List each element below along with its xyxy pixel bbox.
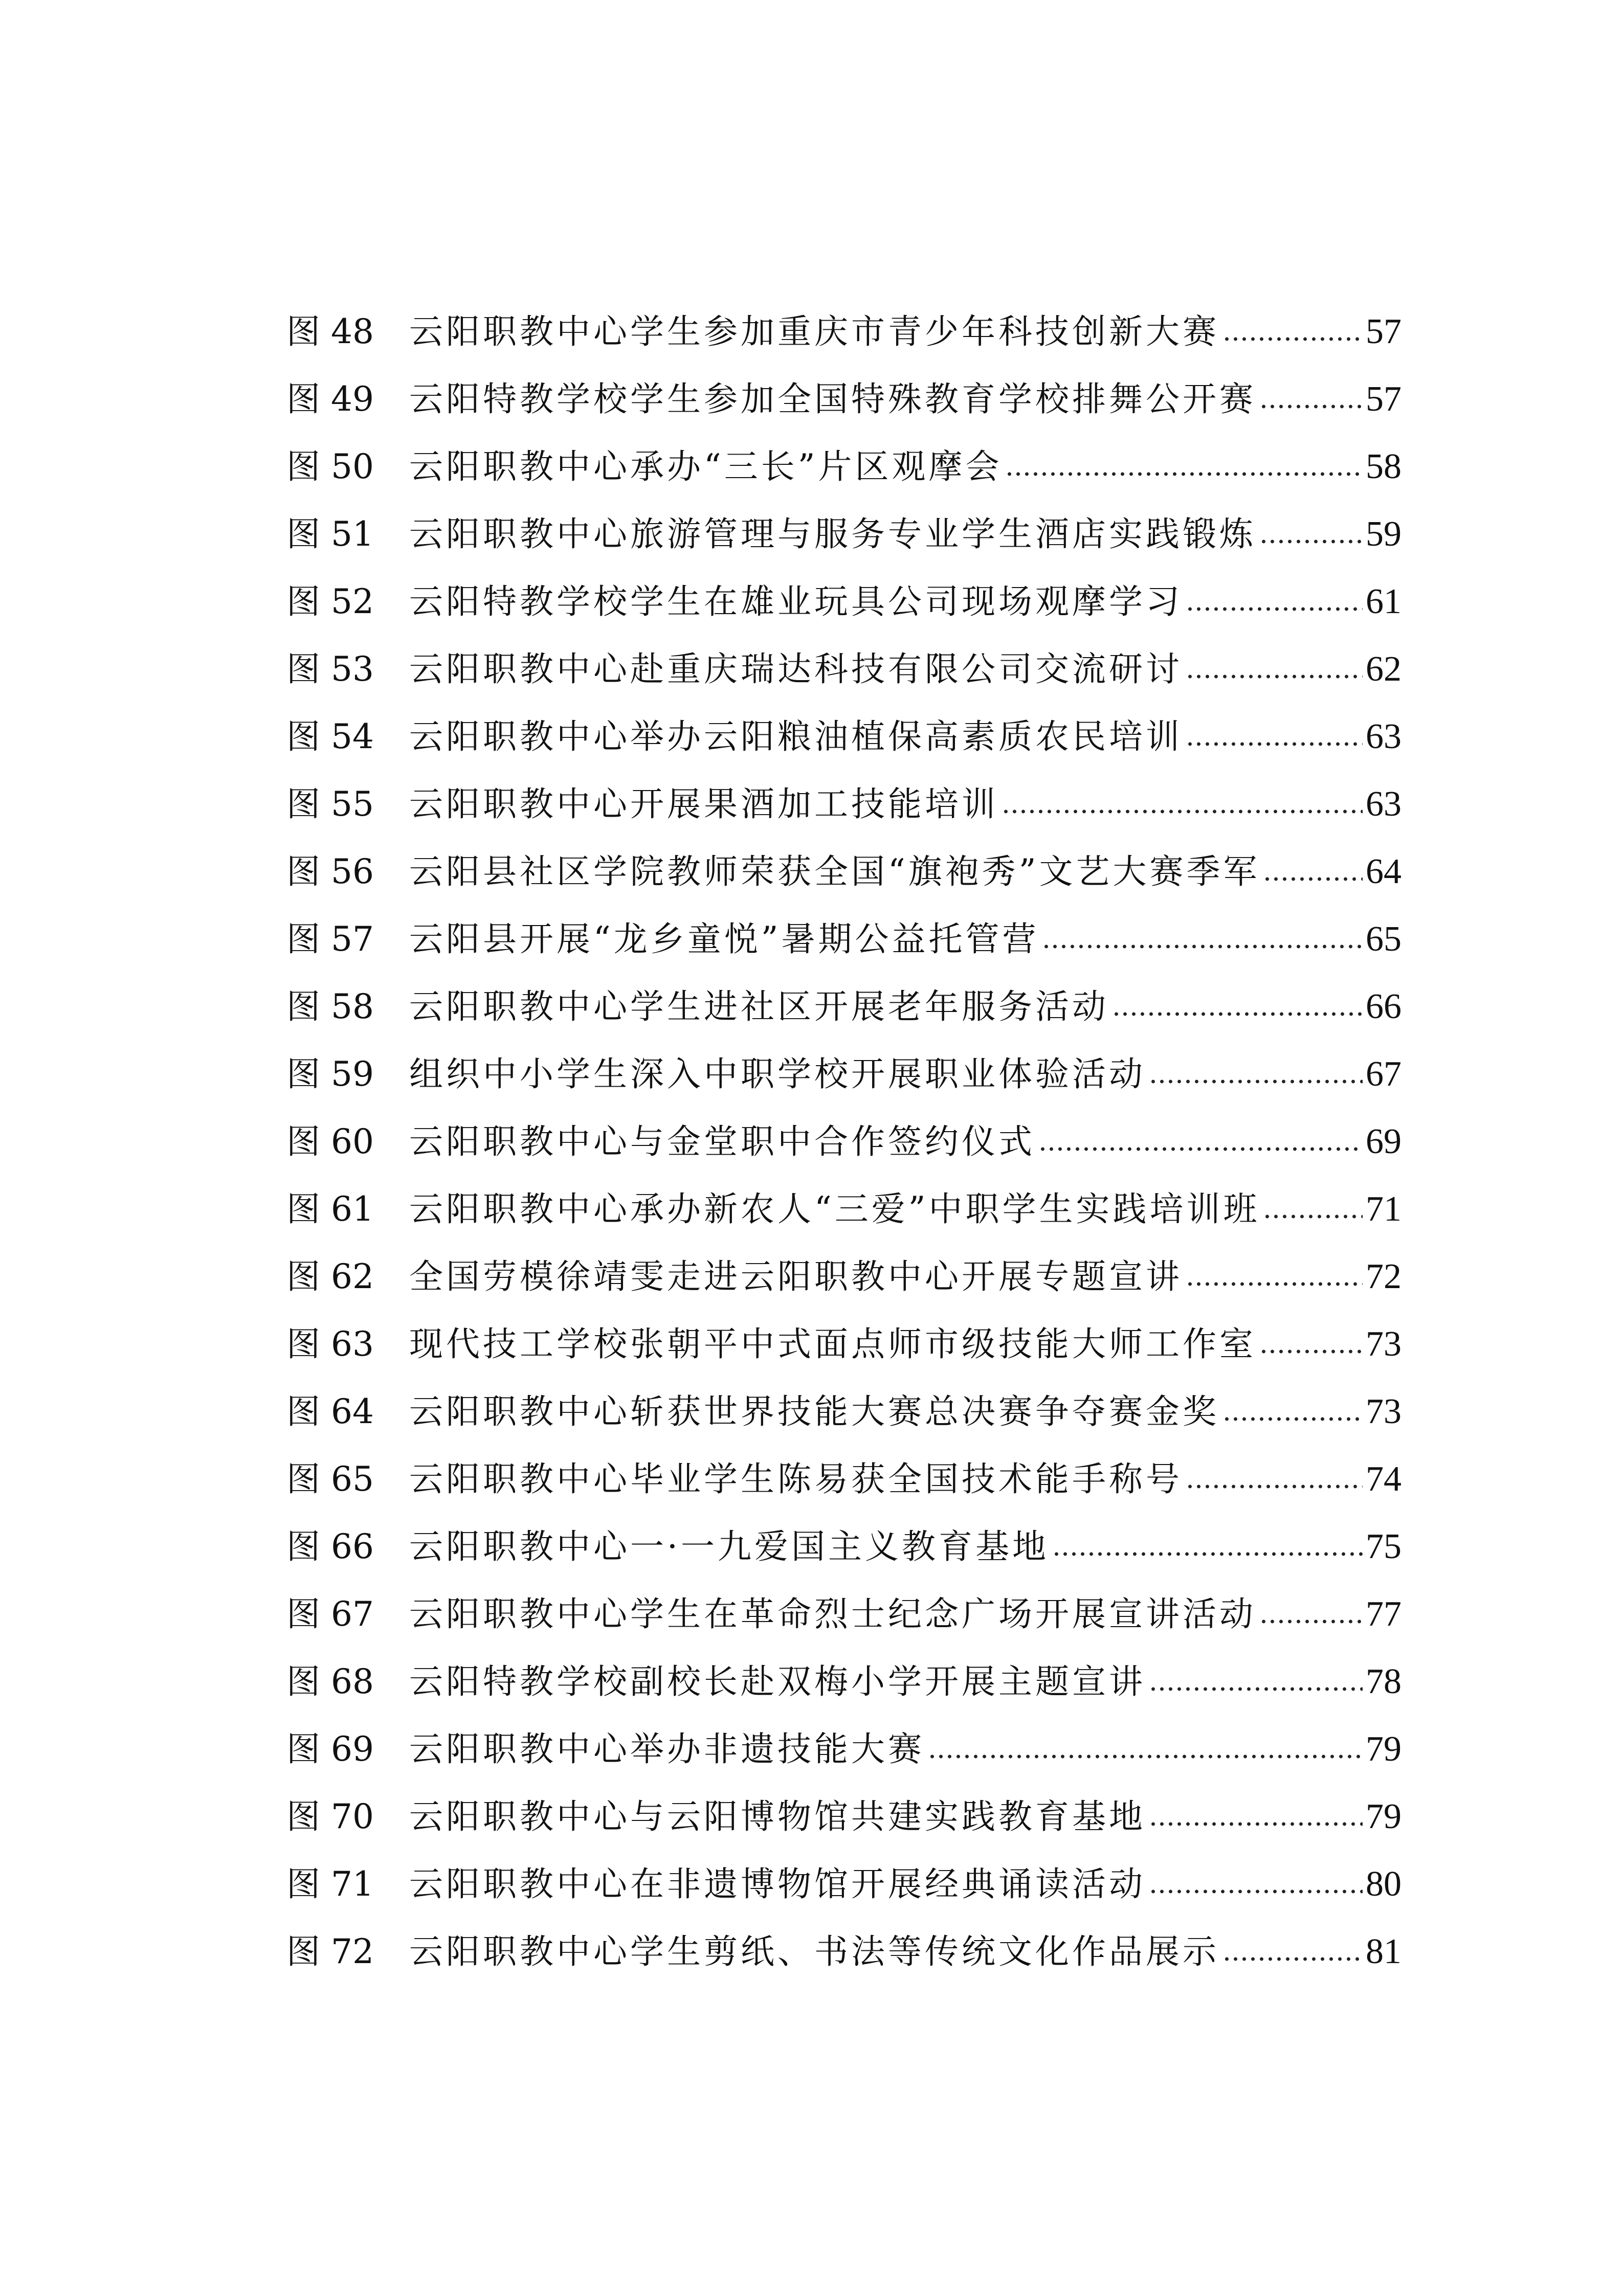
figure-title: 云阳特教学校学生参加全国特殊教育学校排舞公开赛 (409, 379, 1256, 419)
figure-list-entry[interactable] (286, 1648, 1401, 1716)
figure-title: 云阳职教中心毕业学生陈易获全国技术能手称号 (409, 1459, 1183, 1499)
figure-title: 云阳特教学校学生在雄业玩具公司现场观摩学习 (409, 582, 1183, 621)
figure-title: 云阳职教中心承办新农人“三爱”中职学生实践培训班 (409, 1189, 1260, 1229)
page-number: 81 (1366, 1932, 1401, 1971)
figure-label: 图 69 (286, 1729, 374, 1769)
figure-title: 云阳职教中心学生进社区开展老年服务活动 (409, 987, 1109, 1026)
figure-list-entry[interactable] (286, 1513, 1401, 1581)
dot-leader (1042, 943, 1363, 950)
figure-label: 图 62 (286, 1257, 374, 1296)
figure-title: 云阳职教中心旅游管理与服务专业学生酒店实践锻炼 (409, 514, 1256, 554)
figure-title: 云阳职教中心一·一九爱国主义教育基地 (409, 1527, 1049, 1566)
dot-leader (1259, 538, 1363, 545)
dot-leader (1263, 1213, 1363, 1220)
page-number: 65 (1366, 919, 1401, 959)
figure-list-entry[interactable] (286, 366, 1401, 433)
page-number: 80 (1366, 1864, 1401, 1904)
figure-label: 图 70 (286, 1797, 374, 1836)
page-number: 57 (1366, 312, 1401, 351)
dot-leader (1149, 1888, 1363, 1895)
dot-leader (1002, 808, 1363, 815)
dot-leader (1259, 403, 1363, 410)
figure-label: 图 49 (286, 379, 374, 419)
figure-title: 云阳职教中心举办非遗技能大赛 (409, 1729, 925, 1769)
figure-label: 图 63 (286, 1324, 374, 1364)
page-number: 75 (1366, 1527, 1401, 1566)
figure-list-entry[interactable] (286, 298, 1401, 366)
figure-list-entry[interactable] (286, 1851, 1401, 1918)
figure-list-entry[interactable] (286, 1108, 1401, 1176)
figure-list-entry[interactable] (286, 568, 1401, 636)
figure-list-entry[interactable] (286, 433, 1401, 501)
dot-leader (1186, 741, 1363, 747)
dot-leader (1222, 336, 1363, 342)
figure-list-entry[interactable] (286, 1243, 1401, 1311)
dot-leader (1149, 1821, 1363, 1827)
dot-leader (1186, 606, 1363, 612)
figure-label: 图 60 (286, 1122, 374, 1161)
figure-label: 图 61 (286, 1189, 374, 1229)
figure-label: 图 56 (286, 852, 374, 891)
page-number: 66 (1366, 987, 1401, 1026)
figure-title: 云阳职教中心学生参加重庆市青少年科技创新大赛 (409, 312, 1219, 351)
figure-title: 云阳职教中心举办云阳粮油植保高素质农民培训 (409, 717, 1183, 756)
figure-title: 全国劳模徐靖雯走进云阳职教中心开展专题宣讲 (409, 1257, 1183, 1296)
dot-leader (928, 1753, 1363, 1760)
page-number: 69 (1366, 1122, 1401, 1161)
dot-leader (1052, 1551, 1363, 1557)
page-number: 63 (1366, 717, 1401, 756)
figure-label: 图 65 (286, 1459, 374, 1499)
figure-list-entry[interactable] (286, 973, 1401, 1041)
page-number: 79 (1366, 1797, 1401, 1836)
page-number: 77 (1366, 1594, 1401, 1634)
dot-leader (1222, 1956, 1363, 1962)
page-number: 58 (1366, 447, 1401, 486)
figure-list-entry[interactable] (286, 636, 1401, 703)
dot-leader (1149, 1078, 1363, 1085)
figure-label: 图 55 (286, 784, 374, 824)
dot-leader (1259, 1618, 1363, 1625)
page-number: 74 (1366, 1459, 1401, 1499)
figure-title: 组织中小学生深入中职学校开展职业体验活动 (409, 1054, 1146, 1094)
page-number: 73 (1366, 1324, 1401, 1364)
dot-leader (1005, 471, 1363, 477)
figure-title: 云阳职教中心赴重庆瑞达科技有限公司交流研讨 (409, 649, 1183, 689)
page-number: 79 (1366, 1729, 1401, 1769)
page-number: 67 (1366, 1054, 1401, 1094)
figure-title: 云阳职教中心开展果酒加工技能培训 (409, 784, 998, 824)
figure-label: 图 48 (286, 312, 374, 351)
figure-label: 图 72 (286, 1932, 374, 1971)
figure-list-entry[interactable] (286, 906, 1401, 973)
figure-title: 现代技工学校张朝平中式面点师市级技能大师工作室 (409, 1324, 1256, 1364)
figure-list-entry[interactable] (286, 1918, 1401, 1986)
dot-leader (1186, 1483, 1363, 1490)
dot-leader (1222, 1416, 1363, 1422)
figure-list-entry[interactable] (286, 1783, 1401, 1851)
dot-leader (1149, 1686, 1363, 1692)
figure-title: 云阳特教学校副校长赴双梅小学开展主题宣讲 (409, 1662, 1146, 1701)
figure-list-entry[interactable] (286, 501, 1401, 568)
figure-label: 图 53 (286, 649, 374, 689)
figure-label: 图 71 (286, 1864, 374, 1904)
page-number: 59 (1366, 514, 1401, 554)
figure-label: 图 67 (286, 1594, 374, 1634)
page-number: 72 (1366, 1257, 1401, 1296)
page-number: 62 (1366, 649, 1401, 689)
figure-label: 图 59 (286, 1054, 374, 1094)
figure-list-entry[interactable] (286, 1581, 1401, 1648)
figure-label: 图 64 (286, 1392, 374, 1431)
figure-list-entry[interactable] (286, 1041, 1401, 1108)
figure-title: 云阳职教中心学生在革命烈士纪念广场开展宣讲活动 (409, 1594, 1256, 1634)
figure-label: 图 66 (286, 1527, 374, 1566)
figure-list-entry[interactable] (286, 838, 1401, 906)
dot-leader (1112, 1011, 1363, 1017)
figure-title: 云阳县开展“龙乡童悦”暑期公益托管营 (409, 919, 1039, 959)
page-number: 64 (1366, 852, 1401, 891)
figure-list-entry[interactable] (286, 1716, 1401, 1783)
figure-title: 云阳职教中心学生剪纸、书法等传统文化作品展示 (409, 1932, 1219, 1971)
dot-leader (1263, 876, 1363, 882)
page-number: 73 (1366, 1392, 1401, 1431)
figure-list-entry[interactable] (286, 1378, 1401, 1446)
figure-label: 图 68 (286, 1662, 374, 1701)
figure-label: 图 51 (286, 514, 374, 554)
figure-title: 云阳职教中心承办“三长”片区观摩会 (409, 447, 1003, 486)
dot-leader (1259, 1348, 1363, 1355)
figure-label: 图 57 (286, 919, 374, 959)
figure-list-entry[interactable] (286, 1311, 1401, 1378)
figure-title: 云阳职教中心与金堂职中合作签约仪式 (409, 1122, 1035, 1161)
figure-label: 图 54 (286, 717, 374, 756)
dot-leader (1186, 1281, 1363, 1287)
figure-list-entry[interactable] (286, 1176, 1401, 1243)
figure-list (286, 298, 1401, 1986)
figure-title: 云阳职教中心斩获世界技能大赛总决赛争夺赛金奖 (409, 1392, 1219, 1431)
page-number: 78 (1366, 1662, 1401, 1701)
figure-label: 图 50 (286, 447, 374, 486)
figure-title: 云阳职教中心与云阳博物馆共建实践教育基地 (409, 1797, 1146, 1836)
figure-list-entry[interactable] (286, 703, 1401, 771)
figure-title: 云阳职教中心在非遗博物馆开展经典诵读活动 (409, 1864, 1146, 1904)
figure-list-entry[interactable] (286, 771, 1401, 838)
dot-leader (1038, 1146, 1363, 1152)
figure-label: 图 52 (286, 582, 374, 621)
page-number: 61 (1366, 582, 1401, 621)
page-number: 71 (1366, 1189, 1401, 1229)
figure-title: 云阳县社区学院教师荣获全国“旗袍秀”文艺大赛季军 (409, 852, 1260, 891)
page-number: 63 (1366, 784, 1401, 824)
dot-leader (1186, 673, 1363, 680)
figure-list-entry[interactable] (286, 1446, 1401, 1513)
page-number: 57 (1366, 379, 1401, 419)
figure-label: 图 58 (286, 987, 374, 1026)
